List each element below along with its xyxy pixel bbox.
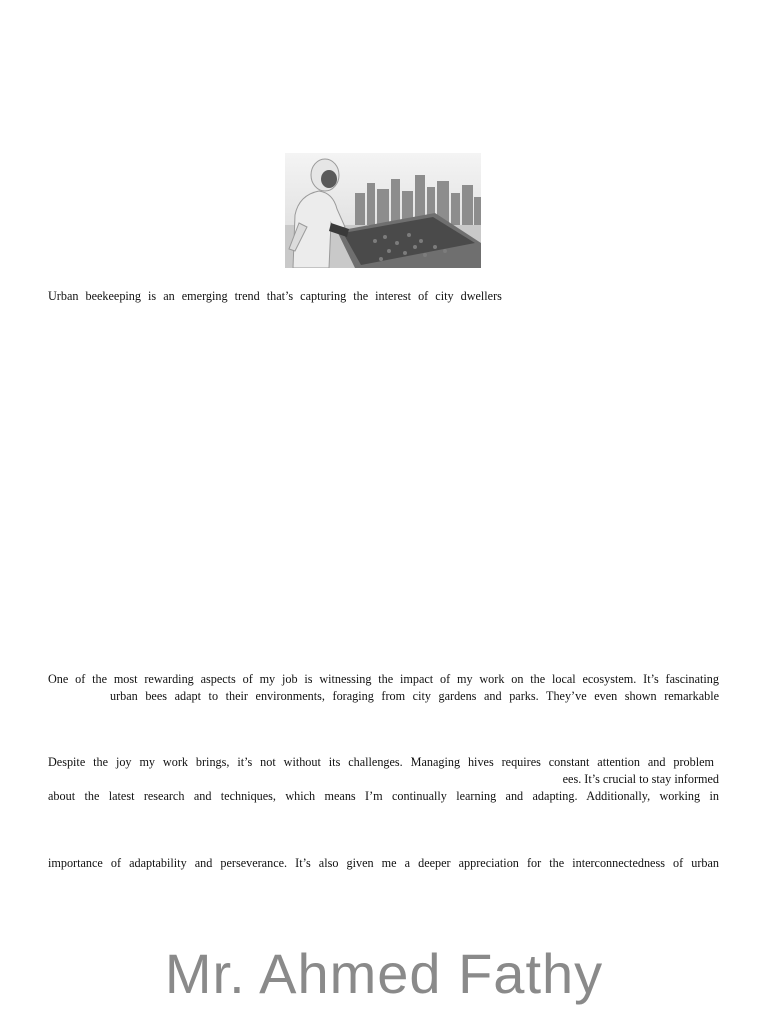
beekeeper-photo (285, 153, 481, 268)
intro-line: Urban beekeeping is an emerging trend that’s capturing the interest of city dwellers (48, 289, 502, 303)
paragraph-3-line-2: ees. It’s crucial to stay informed (562, 772, 719, 786)
paragraph-3-line-3: about the latest research and techniques, which means I’m continually learning and adapting. Additionally, working in (48, 789, 719, 803)
paragraph-4-line-1: importance of adaptability and perseverance. It’s also given me a deeper appreciation for the interconnectedness of urban (48, 856, 719, 870)
paragraph-2-line-1: One of the most rewarding aspects of my job is witnessing the impact of my work on the local ecosystem. It’s fascinating (48, 672, 719, 686)
paragraph-3-line-1: Despite the joy my work brings, it’s not without its challenges. Managing hives requires constant attention and problem (48, 755, 714, 769)
author-name: Mr. Ahmed Fathy (164, 942, 604, 1005)
author-signature (0, 936, 768, 1008)
paragraph-2-line-2: urban bees adapt to their environments, foraging from city gardens and parks. They’ve even shown remarkable (110, 689, 719, 703)
